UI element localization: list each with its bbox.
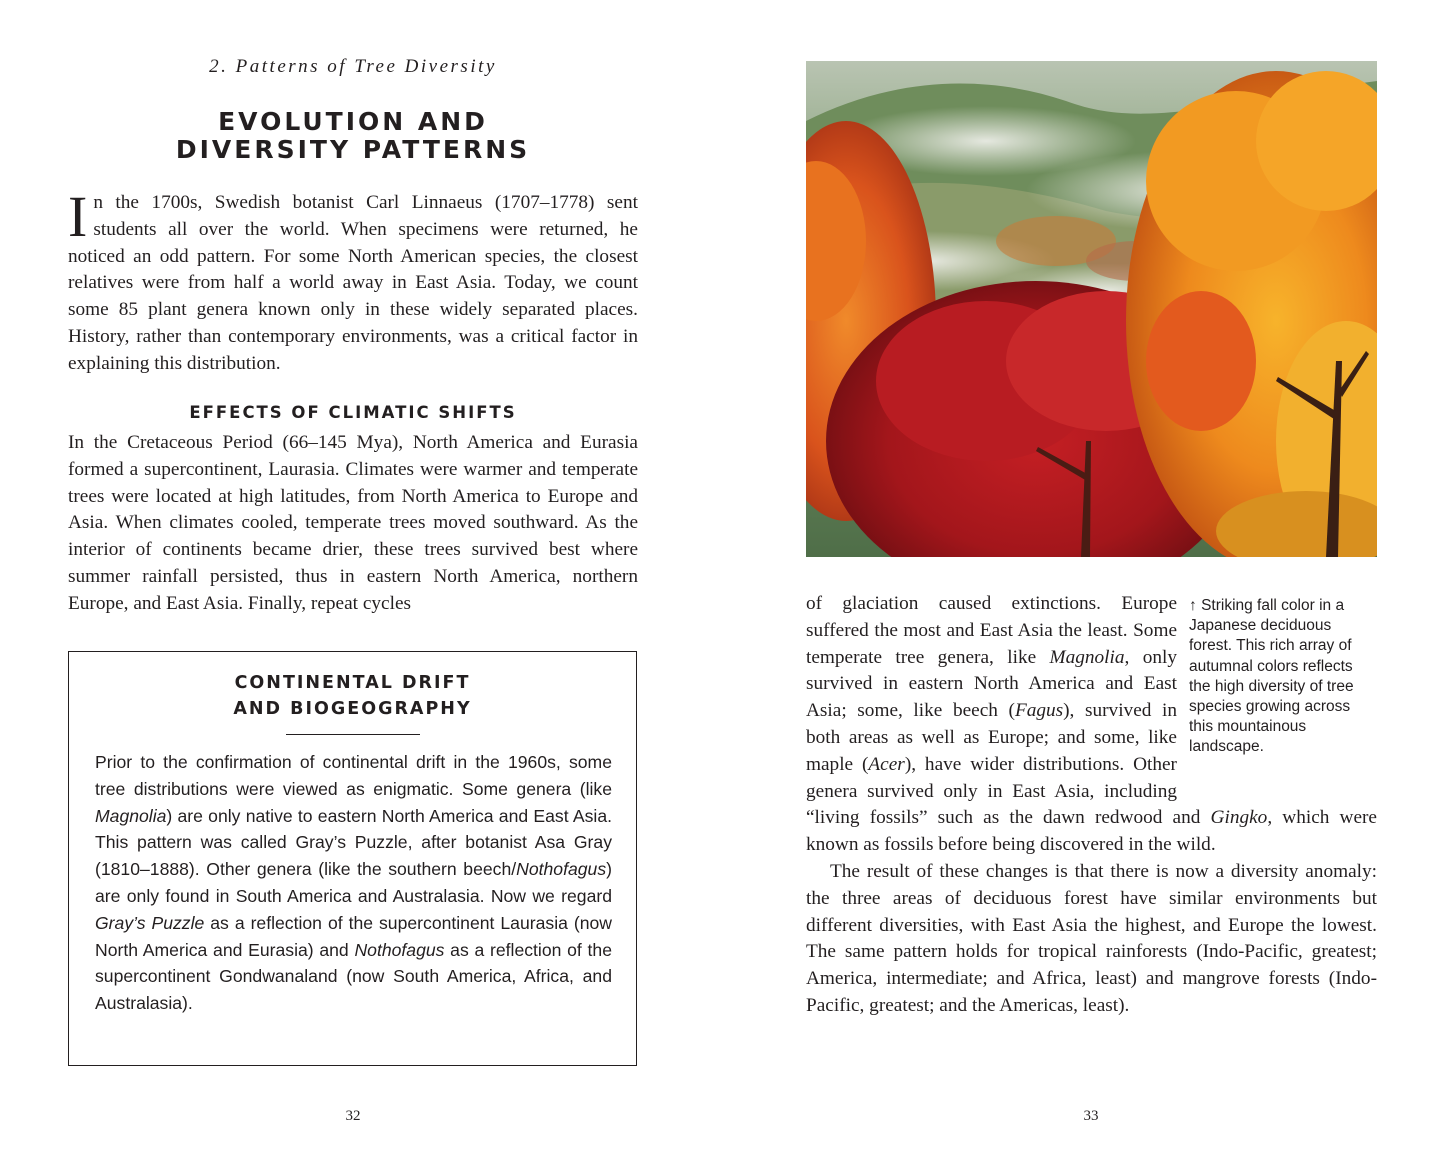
sidebar-text-run: ) are only native to eastern North America and East Asia. This pattern was called Gray’s Puzzle, after botanist Asa Gray (1810–1888). Other genera (like the southern beech/ xyxy=(95,805,612,880)
chapter-title-line-1: EVOLUTION AND xyxy=(218,107,488,136)
sidebar-italic-grays-puzzle: Gray’s Puzzle xyxy=(95,912,205,933)
sidebar-box xyxy=(68,651,637,1066)
chapter-title xyxy=(68,108,638,164)
text-run: , which were known as fossils before being discovered in the wild. xyxy=(806,807,1377,856)
sidebar-italic-nothofagus: Nothofagus xyxy=(516,859,607,880)
sidebar-text-run: as a reflection of the supercontinent Laurasia (now North America and Eurasia) and xyxy=(95,912,612,960)
text-run: ), survived in both areas as well as Europe; and some, like maple ( xyxy=(806,700,1177,775)
left-page xyxy=(0,0,722,1156)
sidebar-title-line-1: CONTINENTAL DRIFT xyxy=(234,673,471,693)
intro-text: n the 1700s, Swedish botanist Carl Linnaeus (1707–1778) sent students all over the world. When specimens were returned, he noticed an odd pattern. For some North American species, the closest relatives were from half a world away in East Asia. Today, we count some 85 plant genera known only in these widely separated places. History, rather than contemporary environments, was a critical factor in explaining this distribution. xyxy=(68,192,638,374)
sidebar-divider xyxy=(286,734,420,735)
sidebar-text xyxy=(95,749,612,1017)
italic-acer: Acer xyxy=(868,753,905,775)
sidebar-italic-magnolia: Magnolia xyxy=(95,805,167,826)
sidebar-italic-nothofagus-2: Nothofagus xyxy=(354,939,445,960)
sidebar-title-line-2: AND BIOGEOGRAPHY xyxy=(233,699,472,719)
photo-caption xyxy=(1189,591,1377,779)
drop-cap: I xyxy=(68,184,88,249)
text-run: of glaciation caused extinctions. Europe suffered the most and East Asia the least. Some temperate tree genera, like xyxy=(806,593,1177,668)
sidebar-text-run: Prior to the confirmation of continental drift in the 1960s, some tree distributions were viewed as enigmatic. Some genera (like xyxy=(95,752,612,799)
climatic-paragraph: In the Cretaceous Period (66–145 Mya), North America and Eurasia formed a supercontinent, Laurasia. Climates were warmer and temperate trees were located at high latitudes, from North America to Europe and Asia. When climates cooled, temperate trees moved southward. As the interior of continents became drier, these trees survived best where summer rainfall persisted, thus in eastern North America, northern Europe, and East Asia. Finally, repeat cycles xyxy=(68,432,638,614)
page-number-right: 33 xyxy=(1083,1108,1099,1124)
diversity-anomaly-paragraph: The result of these changes is that there is now a diversity anomaly: the three areas of deciduous forest have similar environments but different diversities, with East Asia the highest, and Europe the lowest. The same pattern holds for tropical rainforests (Indo-Pacific, greatest; America, intermediate; and Africa, least) and mangrove forests (Indo-Pacific, greatest; and the Americas, least). xyxy=(806,860,1377,1016)
section-subhead: EFFECTS OF CLIMATIC SHIFTS xyxy=(189,403,517,422)
arrow-up-icon: ↑ xyxy=(1189,597,1197,614)
sidebar-title xyxy=(69,670,636,722)
sidebar-text-run: as a reflection of the supercontinent Gondwanaland (now South America, Africa, and Australasia). xyxy=(95,939,612,1014)
text-run: , only survived in eastern North America and East Asia; some, like beech ( xyxy=(806,646,1177,722)
sidebar-text-run: ) are only found in South America and Australasia. Now we regard xyxy=(95,859,612,906)
text-run: ), have wider distributions. Other genera survived only in East Asia, including “living fossils” such as the dawn redwood and xyxy=(806,753,1211,829)
chapter-title-line-2: DIVERSITY PATTERNS xyxy=(175,135,531,164)
intro-paragraph xyxy=(68,184,638,378)
right-column xyxy=(806,591,1377,1020)
italic-magnolia: Magnolia xyxy=(1049,646,1125,668)
caption-text: Striking fall color in a Japanese deciduous forest. This rich array of autumnal colors reflects the high diversity of tree species growing across this mountainous landscape. xyxy=(1189,597,1354,756)
page-number-left: 32 xyxy=(345,1108,361,1124)
right-page xyxy=(722,0,1445,1156)
italic-gingko: Gingko xyxy=(1210,807,1268,829)
italic-fagus: Fagus xyxy=(1014,700,1064,722)
fall-forest-photo xyxy=(806,61,1377,557)
running-head: 2. Patterns of Tree Diversity xyxy=(209,56,497,77)
